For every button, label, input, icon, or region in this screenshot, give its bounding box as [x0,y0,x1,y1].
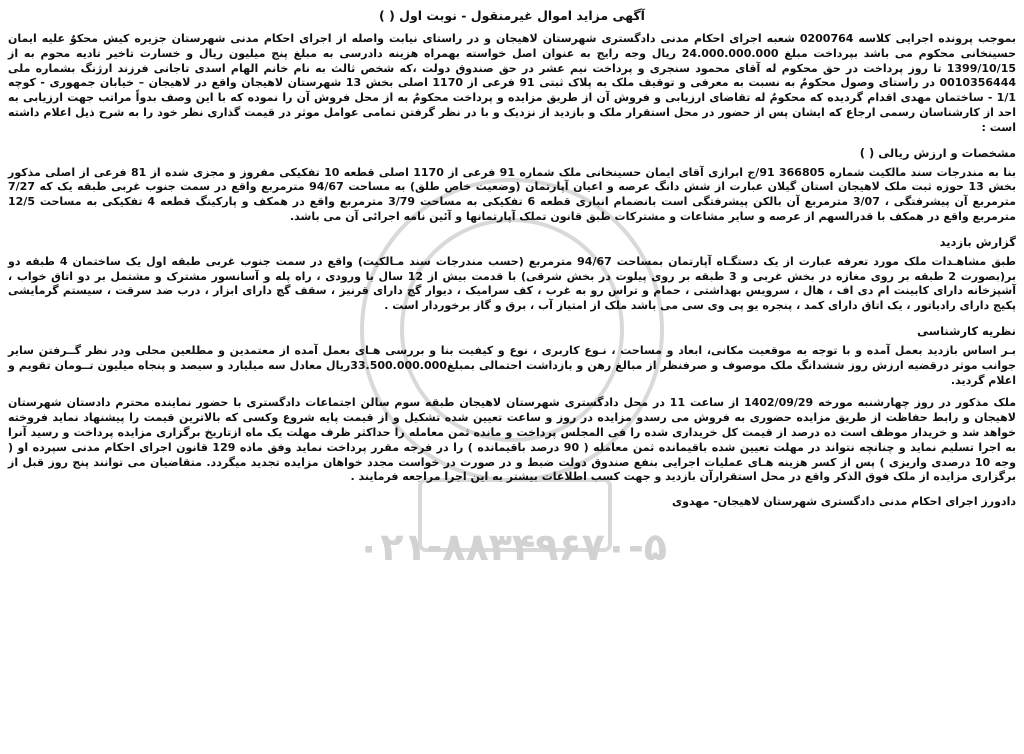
specs-paragraph: بنا به مندرجات سند مالکیت شماره 366805 91/ج ابرازی آقای ایمان حسینخانی ملک شماره 91 فرعی از 1170 اصلی قطعه 10 تفکیکی مفروز و مجزی شده از 81 فرعی از اصلی مذکور بخش 13 حوزه ثبت ملک لاهیجان استان گیلان عبارت از شش دانگ عرصه و اعیان آپارتمان (وضعیت خاص طلق) به مساحت 94/67 مترمربع واقع در سمت جنوب غربی طبقه یک که 7/27 مترمربع آن پیشرفتگی ، 3/07 مترمربع آن بالکن پیشرفتگی است بانضمام انباری قطعه 6 تفکیکی به مساحت 3/79 مترمربع واقع در همکف و پارکینگ قطعه 4 تفکیکی به مساحت 12/5 مترمربع واقع در همکف با قدرالسهم از عرصه و سایر مشاعات و مشترکات طبق قانون تملک آپارتمانها و آئین نامه اجرائی آن می باشد. [8,165,1017,223]
expert-paragraph: بـر اساس بازدید بعمل آمده و با توجه به موقعیت مکانی، ابعاد و مساحت ، نـوع کاربری ، نوع و کیفیت بنا و بررسی هـای بعمل آمده از معتمدین و مطلعین محلی ودر نظر گــرفتن سایر جوانب موثر درقضیه ارزش روز ششدانگ ملک موصوف و صرفنظر از مبالغ رهن و بازداشت احتمالی بمبلغ33.500.000.000ریال معادل سه میلیارد و سیصد و پنجاه میلیون تــومان تقویم و اعلام گردید. [8,343,1016,387]
notice-document [8,6,1016,746]
signature-line: دادورز اجرای احکام مدنی دادگستری شهرستان لاهیجان- مهدوی [672,495,1016,509]
expert-heading: نظریه کارشناسی [917,323,1016,338]
visit-heading: گزارش بازدید [939,234,1016,249]
intro-paragraph: بموجب پرونده اجرایی کلاسه 0200764 شعبه اجرای احکام مدنی دادگستری شهرستان لاهیجان و در راستای نیابت واصله از اجرای احکام مدنی شهرستان جزیره کیش محکوٌ علیه ایمان حسینخانی محکوم می باشد بپرداخت مبلغ 24.000.000.000 ریال وجه رایج به عنوان اصل خواسته بهمراه هزینه دادرسی به مبلغ پنج میلیون ریال و خسارت تاخیر تادیه محوم به از 1399/10/15 تا روز پرداخت در حق محکوم له آقای محمود سنجری و پرداخت نیم عشر در حق صندوق دولت ،که شخص ثالث به نام خانم الهام اسدی تاجانی فرزند ارژنگ بشماره ملی 0010356444 در راستای وصول محکومٌ به نسبت به معرفی و توقیف ملک به پلاک ثبتی 91 فرعی از 1170 اصلی بخش 13 شهرستان لاهیجان واقع در لاهیجان – خیابان جمهوری - کوچه 1/1 - ساختمان مهدی اقدام گردیده که محکومٌ له تقاضای ارزیابی و فروش آن از طریق مزایده و پرداخت محکومٌ به از محل فروش آن را نموده که با این وصف بدواً مراتب جهت ارزیابی به احد از کارشناسان رسمی ارجاع که ایشان پس از حضور در محل استقرار ملک و بازدید از نزدیک و با در نظر گرفتن تمامی عوامل موثر در قیمت گذاری نظر خود را به شرح ذیل اعلام داشته است : [8,32,1017,134]
visit-paragraph: طبق مشاهـدات ملک مورد تعرفه عبارت از یک دستگـاه آپارتمان بمساحت 94/67 مترمربع (حسب مندرجات سند مـالکیت) واقع در سمت جنوب غربی طبقه اول یک ساختمان 4 طبقه دو بر(بصورت 2 طبقه بر روی مغازه در بخش غربی و 3 طبقه بر روی پیلوت در بخش شرقی) با قدمت بیش از 12 سال با ورودی ، راه پله و آسانسور مشترک و مشتمل بر دو اتاق خواب ، آشپزخانه دارای کابینت ام دی اف ، هال ، سرویس بهداشتی ، حمام و تراس رو به غرب ، کف سرامیک ، دیوار گچ دارای قرنیز ، سقف گچ دارای ابزار ، درب ضد سرقت ، سیستم گرمایشی پکیج دارای رادیاتور ، یک اتاق دارای کمد ، پنجره یو پی وی سی می باشد ملک از امتیاز آب ، برق و گاز برخوردار است . [8,254,1016,313]
watermark-phone: ۰۲۱-۸۸۳۴۹۶۷۰-۵ [357,525,667,569]
notice-title: آگهی مزاید اموال غیرمنقول - نوبت اول ( ) [379,8,645,23]
specs-heading: مشخصات و ارزش ریالی ( ) [859,145,1016,160]
auction-paragraph: ملک مذکور در روز چهارشنبه مورخه 1402/09/29 از ساعت 11 در محل دادگستری شهرستان لاهیجان طبقه سوم سالن اجتماعات دادگستری با حضور نماینده محترم دادستان شهرستان لاهیجان و رابط حفاظت از طریق مزایده حضوری به فروش می رسدو مزایده در روز و ساعت تعیین شده تشکیل و از قیمت پایه شروع وکسی که بالاترین قیمت را پیشنهاد نماید فروخته خواهد شد و خریدار موظف است ده درصد از قیمت کل خریداری شده را فی المجلس پرداخت و مانده ثمن معامله را حداکثر ظرف مهلت یک ماه ازتاریخ برگزاری مزایده پرداخت و رسید آنرا به اجرا تسلیم نماید و چنانچه نتواند در مهلت تعیین شده باقیمانده ثمن معامله ( 90 درصد باقیمانده ) را در فرجه مقرر پرداخت نماید وفق ماده 129 قانون اجرای احکام مدنی سپرده او ( وجه 10 درصدی واریزی ) پس از کسر هزینه هـای عملیات اجرایی بنفع صندوق دولت ضبط و در صورت در خواست مجدد خواهان مزایده تجدید میگردد. متقاضیان می توانند پنج روز قبل از برگزاری مزایده از ملک فوق الذکر واقع در محل استقرارآن بازدید و جهت کسب اطلاعات بیشتر به این اجرا مراجعه فرمایند . [8,396,1017,484]
